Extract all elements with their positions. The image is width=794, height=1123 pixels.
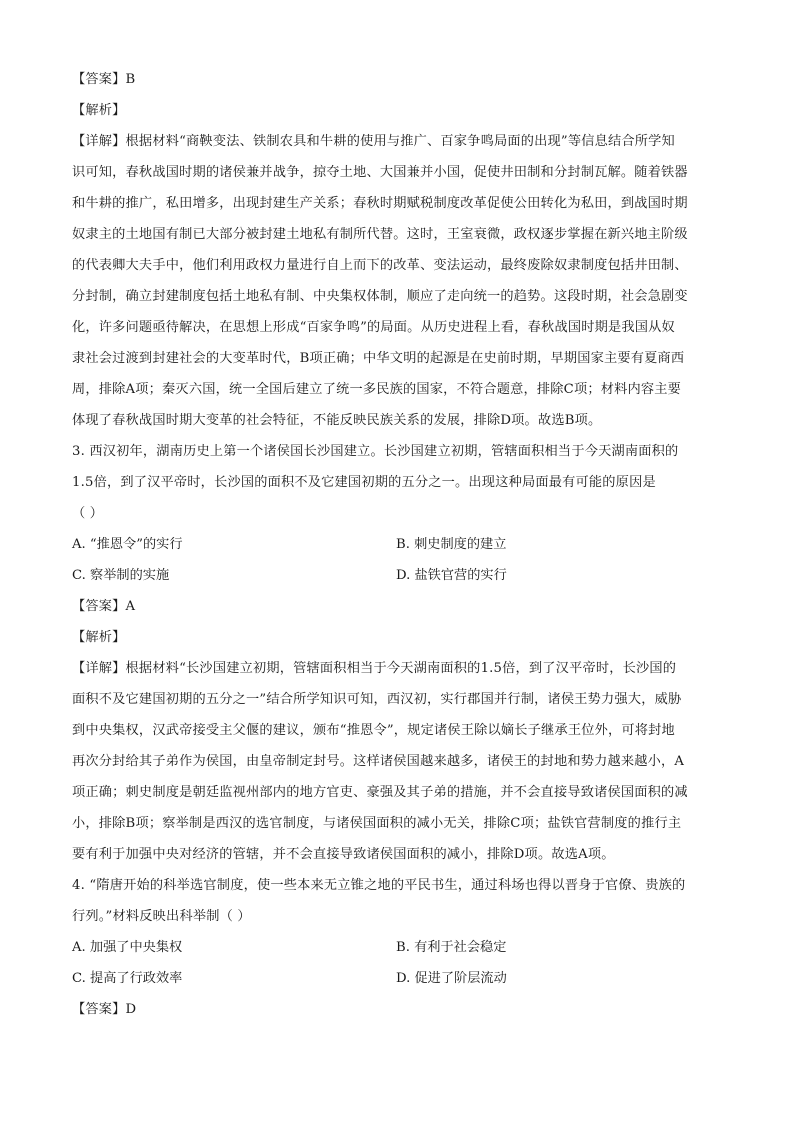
q3-option-b: B. 刺史制度的建立 bbox=[396, 537, 507, 552]
q3-option-d: D. 盐铁官营的实行 bbox=[396, 568, 507, 583]
q3-detail-line: 要有利于加强中央对经济的管辖，并不会直接导致诸侯国面积的减小，排除D项。故选A项。 bbox=[72, 847, 615, 862]
q4-options-row-2 bbox=[72, 963, 720, 994]
q2-detail-line: 周，排除A项；秦灭六国，统一全国后建立了统一多民族的国家，不符合题意，排除C项；材料内容主要 bbox=[72, 382, 682, 397]
q2-detail-line: 识可知，春秋战国时期的诸侯兼并战争，掠夺土地、大国兼并小国，促使井田制和分封制瓦解。随着铁器 bbox=[72, 165, 688, 180]
q2-detail-line: 分封制，确立封建制度包括土地私有制、中央集权体制，顺应了走向统一的趋势。这段时期，社会急剧变 bbox=[72, 289, 688, 304]
q3-options-row-2 bbox=[72, 560, 720, 591]
q4-stem-line: 4. “隋唐开始的科举选官制度，使一些本来无立锥之地的平民书生，通过科场也得以晋身于官僚、贵族的 bbox=[72, 878, 686, 893]
q3-stem-line: （ ） bbox=[72, 506, 104, 521]
q2-detail-line: 和牛耕的推广，私田增多，出现封建生产关系；春秋时期赋税制度改革促使公田转化为私田，到战国时期 bbox=[72, 196, 688, 211]
q4-answer: 【答案】D bbox=[72, 1002, 137, 1017]
q3-options-row-1 bbox=[72, 529, 720, 560]
q3-detail-line: 到中央集权，汉武帝接受主父偃的建议，颁布“推恩令”，规定诸侯王除以嫡长子继承王位外，可将封地 bbox=[72, 723, 675, 738]
q2-detail-line: 奴隶主的土地国有制已大部分被封建土地私有制所代替。这时，王室衰微，政权逐步掌握在新兴地主阶级 bbox=[72, 227, 688, 242]
q3-detail-line: 【详解】根据材料“长沙国建立初期，管辖面积相当于今天湖南面积的1.5倍，到了汉平帝时，长沙国的 bbox=[72, 661, 677, 676]
q2-detail-line: 的代表卿大夫手中，他们利用政权力量进行自上而下的改革、变法运动，最终废除奴隶制度包括井田制、 bbox=[72, 258, 688, 273]
document-page bbox=[72, 64, 720, 1025]
q2-detail-line: 体现了春秋战国时期大变革的社会特征，不能反映民族关系的发展，排除D项。故选B项。 bbox=[72, 413, 602, 428]
q2-detail-line: 隶社会过渡到封建社会的大变革时代，B项正确；中华文明的起源是在史前时期，早期国家主要有夏商西 bbox=[72, 351, 685, 366]
q4-option-a: A. 加强了中央集权 bbox=[72, 940, 183, 955]
q2-detail-line: 化，许多问题亟待解决，在思想上形成“百家争鸣”的局面。从历史进程上看，春秋战国时期是我国从奴 bbox=[72, 320, 675, 335]
q2-detail-line: 【详解】根据材料“商鞅变法、铁制农具和牛耕的使用与推广、百家争鸣局面的出现”等信息结合所学知 bbox=[72, 134, 675, 149]
q2-answer: 【答案】B bbox=[72, 72, 136, 87]
q3-detail-line: 项正确；刺史制度是朝廷监视州部内的地方官吏、豪强及其子弟的措施，并不会直接导致诸侯国面积的减 bbox=[72, 785, 688, 800]
q4-option-d: D. 促进了阶层流动 bbox=[396, 971, 507, 986]
q4-options-row-1 bbox=[72, 932, 720, 963]
q3-stem-line: 1.5倍，到了汉平帝时，长沙国的面积不及它建国初期的五分之一。出现这种局面最有可能的原因是 bbox=[72, 475, 656, 490]
q3-option-a: A. “推恩令”的实行 bbox=[72, 537, 183, 552]
q4-option-c: C. 提高了行政效率 bbox=[72, 971, 183, 986]
q4-option-b: B. 有利于社会稳定 bbox=[396, 940, 507, 955]
q3-detail-line: 再次分封给其子弟作为侯国，由皇帝制定封号。这样诸侯国越来越多，诸侯王的封地和势力越来越小，A bbox=[72, 754, 685, 769]
q4-stem-line: 行列。”材料反映出科举制（ ） bbox=[72, 909, 251, 924]
q3-analysis-label: 【解析】 bbox=[72, 630, 126, 645]
q3-option-c: C. 察举制的实施 bbox=[72, 568, 170, 583]
q3-detail-line: 小，排除B项；察举制是西汉的选官制度，与诸侯国面积的减小无关，排除C项；盐铁官营制度的推行主 bbox=[72, 816, 682, 831]
q3-stem-line: 3. 西汉初年，湖南历史上第一个诸侯国长沙国建立。长沙国建立初期，管辖面积相当于今天湖南面积的 bbox=[72, 444, 679, 459]
q3-answer: 【答案】A bbox=[72, 599, 136, 614]
q2-analysis-label: 【解析】 bbox=[72, 103, 126, 118]
q3-detail-line: 面积不及它建国初期的五分之一”结合所学知识可知，西汉初，实行郡国并行制，诸侯王势力强大，威胁 bbox=[72, 692, 682, 707]
